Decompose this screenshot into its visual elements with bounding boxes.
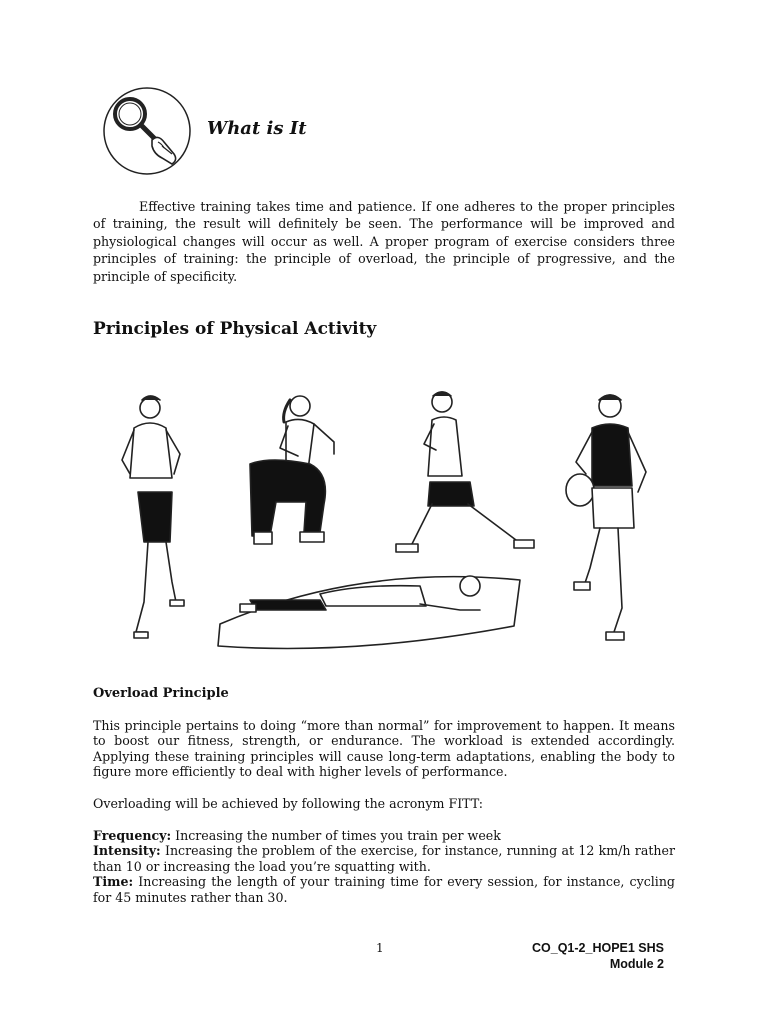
overload-paragraph-2: Overloading will be achieved by following the acronym FITT:: [93, 796, 484, 811]
fitt-frequency: Frequency: Increasing the number of times you train per week: [93, 828, 501, 843]
lunge-figure: [396, 392, 534, 552]
overload-heading: Overload Principle: [93, 686, 229, 701]
exercise-illustration: [90, 364, 670, 664]
fitt-time: Time: Increasing the length of your training time for every session, for instance, cycling for 45 minutes rather than 30.: [93, 874, 675, 905]
plank-figure: [218, 576, 520, 649]
page-number: 1: [376, 941, 384, 955]
knee-raise-figure: [566, 395, 646, 640]
runner-figure: [122, 396, 184, 638]
squat-figure: [250, 396, 334, 544]
module-code: CO_Q1-2_HOPE1 SHS Module 2: [532, 941, 664, 971]
main-heading: Principles of Physical Activity: [93, 319, 377, 339]
overload-paragraph-1: This principle pertains to doing “more than normal” for improvement to happen. It means to boost our fitness, strength, or endurance. The workload is extended accordingly. Applying these training principles will cause long-term adaptations, enabling the body to figure more efficiently to deal with higher levels of performance.: [93, 718, 675, 780]
magnifying-glass-icon: [100, 84, 194, 178]
fitt-intensity: Intensity: Increasing the problem of the exercise, for instance, running at 12 km/h rather than 10 or increasing the load you’re squatting with.: [93, 843, 675, 874]
section-title: What is It: [207, 118, 307, 139]
intro-paragraph: Effective training takes time and patience. If one adheres to the proper principles of training, the result will definitely be seen. The performance will be improved and physiological changes will occur as well. A proper program of exercise considers three principles of training: the principle of overload, the principle of progressive, and the principle of specificity.: [93, 199, 675, 284]
fitt-list: [93, 828, 675, 905]
